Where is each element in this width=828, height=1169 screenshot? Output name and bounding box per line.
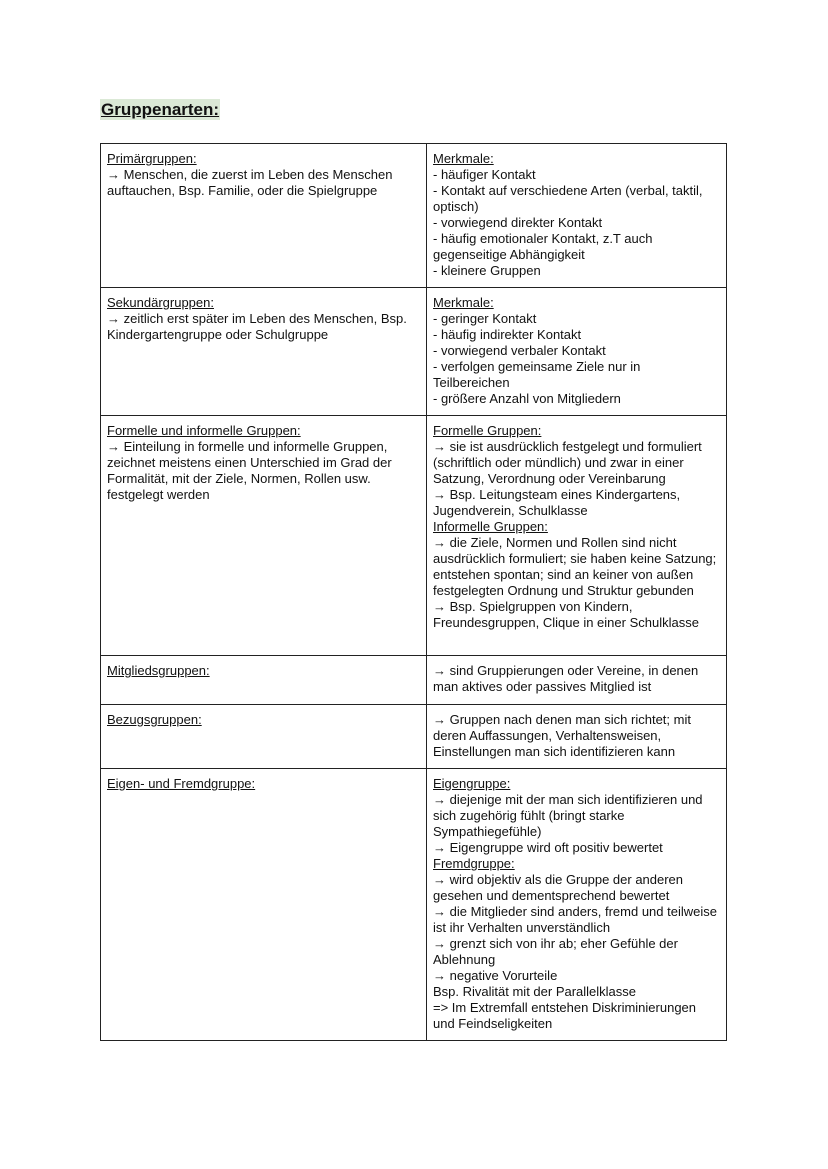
group-description: → Menschen, die zuerst im Leben des Menschen auftauchen, Bsp. Familie, oder die Spielgruppe (107, 167, 393, 198)
group-name-cell (101, 288, 427, 416)
features-cell (427, 288, 727, 416)
feature-line: Bsp. Rivalität mit der Parallelklasse (433, 984, 637, 999)
group-heading: Primärgruppen: (107, 151, 197, 166)
feature-line: → die Mitglieder sind anders, fremd und teilweise ist ihr Verhalten unverständlich (433, 904, 717, 935)
feature-line: - häufiger Kontakt (433, 167, 536, 182)
group-name-cell (101, 705, 427, 769)
group-name-cell (101, 416, 427, 656)
feature-line: - größere Anzahl von Mitgliedern (433, 391, 621, 406)
feature-line: → grenzt sich von ihr ab; eher Gefühle der Ablehnung (433, 936, 678, 967)
group-heading: Sekundärgruppen: (107, 295, 214, 310)
outgroup-heading: Fremdgruppe: (433, 856, 515, 871)
features-cell (427, 416, 727, 656)
feature-line: → sie ist ausdrücklich festgelegt und formuliert (schriftlich oder mündlich) und zwar in einer Satzung, Verordnung oder Vereinbarung (433, 439, 702, 486)
feature-line: - häufig indirekter Kontakt (433, 327, 582, 342)
formal-groups-heading: Formelle Gruppen: (433, 423, 542, 438)
group-heading: Eigen- und Fremdgruppe: (107, 776, 256, 791)
ingroup-heading: Eigengruppe: (433, 776, 511, 791)
group-types-table (100, 143, 727, 1041)
feature-line: → diejenige mit der man sich identifizieren und sich zugehörig fühlt (bringt starke Sympathiegefühle) (433, 792, 703, 839)
table-row (101, 288, 727, 416)
features-cell (427, 769, 727, 1041)
feature-line: - Kontakt auf verschiedene Arten (verbal, taktil, optisch) (433, 183, 703, 214)
feature-line: - kleinere Gruppen (433, 263, 541, 278)
feature-line: → die Ziele, Normen und Rollen sind nicht ausdrücklich formuliert; sie haben keine Satzung; entstehen spontan; sind an keiner von außen festgelegten Ordnung und Struktur gebunden (433, 535, 717, 598)
informal-groups-heading: Informelle Gruppen: (433, 519, 548, 534)
feature-line: → Gruppen nach denen man sich richtet; mit deren Auffassungen, Verhaltensweisen, Einstellungen man sich identifizieren kann (433, 712, 691, 759)
table-row (101, 144, 727, 288)
feature-line: → Eigengruppe wird oft positiv bewertet (433, 840, 663, 855)
feature-line: → sind Gruppierungen oder Vereine, in denen man aktives oder passives Mitglied ist (433, 663, 699, 694)
feature-line: → Bsp. Leitungsteam eines Kindergartens, Jugendverein, Schulklasse (433, 487, 681, 518)
table-row (101, 705, 727, 769)
table-row (101, 769, 727, 1041)
feature-line: - vorwiegend direkter Kontakt (433, 215, 603, 230)
feature-line: → wird objektiv als die Gruppe der anderen gesehen und dementsprechend bewertet (433, 872, 684, 903)
table-row (101, 416, 727, 656)
group-description: → zeitlich erst später im Leben des Menschen, Bsp. Kindergartengruppe oder Schulgruppe (107, 311, 407, 342)
feature-line: - häufig emotionaler Kontakt, z.T auch gegenseitige Abhängigkeit (433, 231, 653, 262)
group-heading: Mitgliedsgruppen: (107, 663, 210, 678)
group-name-cell (101, 144, 427, 288)
page-title: Gruppenarten: (101, 100, 220, 119)
features-cell (427, 656, 727, 705)
features-cell (427, 144, 727, 288)
feature-line: - geringer Kontakt (433, 311, 537, 326)
group-name-cell (101, 769, 427, 1041)
group-heading: Bezugsgruppen: (107, 712, 202, 727)
group-name-cell (101, 656, 427, 705)
features-heading: Merkmale: (433, 295, 494, 310)
feature-line: => Im Extremfall entstehen Diskriminierungen und Feindseligkeiten (433, 1000, 697, 1031)
feature-line: - verfolgen gemeinsame Ziele nur in Teilbereichen (433, 359, 641, 390)
features-cell (427, 705, 727, 769)
group-heading: Formelle und informelle Gruppen: (107, 423, 301, 438)
feature-line: - vorwiegend verbaler Kontakt (433, 343, 606, 358)
feature-line: → negative Vorurteile (433, 968, 558, 983)
features-heading: Merkmale: (433, 151, 494, 166)
feature-line: → Bsp. Spielgruppen von Kindern, Freundesgruppen, Clique in einer Schulklasse (433, 599, 699, 630)
table-row (101, 656, 727, 705)
group-description: → Einteilung in formelle und informelle Gruppen, zeichnet meistens einen Unterschied im Grad der Formalität, mit der Ziele, Normen, Rollen usw. festgelegt werden (107, 439, 392, 502)
